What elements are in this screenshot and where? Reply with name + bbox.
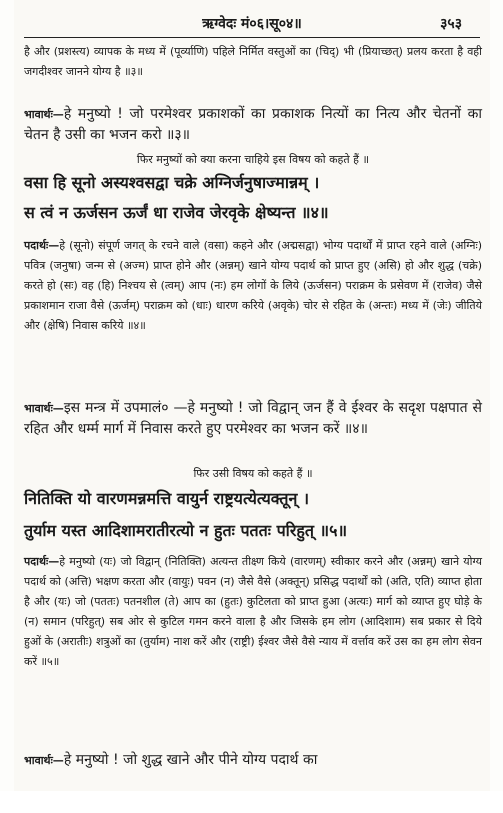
mantra-line: नितिक्ति यो वारणमन्नमत्ति वायुर्न राष्ट्रयत्येत्यक्तून् । <box>24 489 310 508</box>
bhavartha-paragraph <box>24 104 482 146</box>
bhavartha-text: इस मन्त्र में उपमालं० —हे मनुष्यो ! जो विद्वान् जन हैं वे ईश्वर के सदृश पक्षपात से रहित और धर्म्म मार्ग में निवास करते हुए परमेश्वर का भजन करें ॥४॥ <box>24 400 482 437</box>
bhavartha-label: भावार्थः— <box>24 754 64 767</box>
header-title: ऋग्वेदः मं०६।सू०४॥ <box>202 16 302 32</box>
bhavartha-paragraph <box>24 398 482 440</box>
padartha-paragraph <box>24 236 482 336</box>
section-intro-text: फिर मनुष्यों को क्या करना चाहिये इस विषय को कहते हैं ॥ <box>136 153 370 166</box>
header-rule <box>24 37 480 38</box>
bhavartha-label: भावार्थः— <box>24 108 64 121</box>
mantra-line: स त्वं न ऊर्जसन ऊर्जं धा राजेव जेरवृके क्षेष्यन्त ॥४॥ <box>24 203 329 222</box>
mantra-verse <box>24 486 484 544</box>
paragraph-continuation <box>24 42 482 82</box>
section-intro <box>24 464 482 484</box>
padartha-text: हे (सूनो) संपूर्ण जगत् के रचने वाले (वसा) कहने और (अद्मसद्वा) भोग्य पदार्थों में प्राप्त रहने वाले (अग्निः) पवित्र (जनुषा) जन्म से (अज्म) प्राप्त होने और (अन्नम्) खाने योग्य पदार्थ को प्राप्त हुए (असि) हो और शुद्ध (चक्रे) करते हो (सः) वह (हि) निश्चय से (त्वम्) आप (नः) हम लोगों के लिये (ऊर्जसन) पराक्रम के प्रसेवण में (राजेव) जैसे प्रकाशमान राजा वैसे (ऊर्जम्) पराक्रम को (धाः) धारण करिये (अवृके) चोर से रहित के (अन्तः) मध्य में (जेः) जीतिये और (क्षेषि) निवास करिये ॥४॥ <box>24 239 482 332</box>
bhavartha-text: हे मनुष्यो ! जो परमेश्वर प्रकाशकों का प्रकाशक नित्यों का नित्य और चेतनों का चेतन है उसी का भजन करो ॥३॥ <box>24 106 482 143</box>
page-body <box>14 0 490 813</box>
padartha-paragraph <box>24 552 482 672</box>
section-intro-text: फिर उसी विषय को कहते हैं ॥ <box>193 467 313 480</box>
padartha-label: पदार्थः— <box>24 239 60 252</box>
bhavartha-paragraph <box>24 750 482 771</box>
section-intro <box>24 150 482 170</box>
mantra-line: तुर्याम यस्त आदिशामरातीरत्यो न हुतः पततः परिहुत् ॥५॥ <box>24 521 348 540</box>
mantra-line: वसा हि सूनो अस्यश्वसद्वा चक्रे अग्निर्जनुषाज्मान्नम् । <box>24 173 320 192</box>
bhavartha-text: हे मनुष्यो ! जो शुद्ध खाने और पीने योग्य पदार्थ का <box>63 752 318 768</box>
mantra-verse <box>24 170 484 226</box>
bottom-margin <box>0 791 503 813</box>
running-header <box>24 12 480 34</box>
padartha-text: हे मनुष्यो (यः) जो विद्वान् (नितिक्ति) अत्यन्त तीक्ष्ण किये (वारणम्) स्वीकार करने और (अन्नम्) खाने योग्य पदार्थ को (अत्ति) भक्षण करता और (वायुः) पवन (न) जैसे वैसे (अक्तून्) प्रसिद्ध पदार्थों को (अति, एति) व्याप्त होता है और (यः) जो (पततः) पतनशील (ते) आप का (हुतः) कुटिलता को प्राप्त हुआ (अत्यः) मार्ग को व्याप्त हुए घोड़े के (न) समान (परिहुत्) सब ओर से कुटिल गमन करने वाला है और जिसके हम लोग (आदिशाम) सब प्रकार से दिये हुओं के (अरातीः) शत्रुओं का (तुर्याम) नाश करें और (राष्ट्री) ईश्वर जैसे वैसे न्याय में वर्त्ताव करें उस का हम लोग सेवन करें ॥५॥ <box>24 555 482 668</box>
paragraph-text: है और (प्रशस्त्य) व्यापक के मध्य में (पूर्व्याणि) पहिले निर्मित वस्तुओं का (चिद्) भी (प्रियाच्छत्) प्रलय करता है वही जगदीश्वर जानने योग्य है ॥३॥ <box>24 45 482 78</box>
padartha-label: पदार्थः— <box>24 555 60 568</box>
bhavartha-label: भावार्थः— <box>24 402 64 415</box>
page-number: ३५३ <box>440 16 462 32</box>
